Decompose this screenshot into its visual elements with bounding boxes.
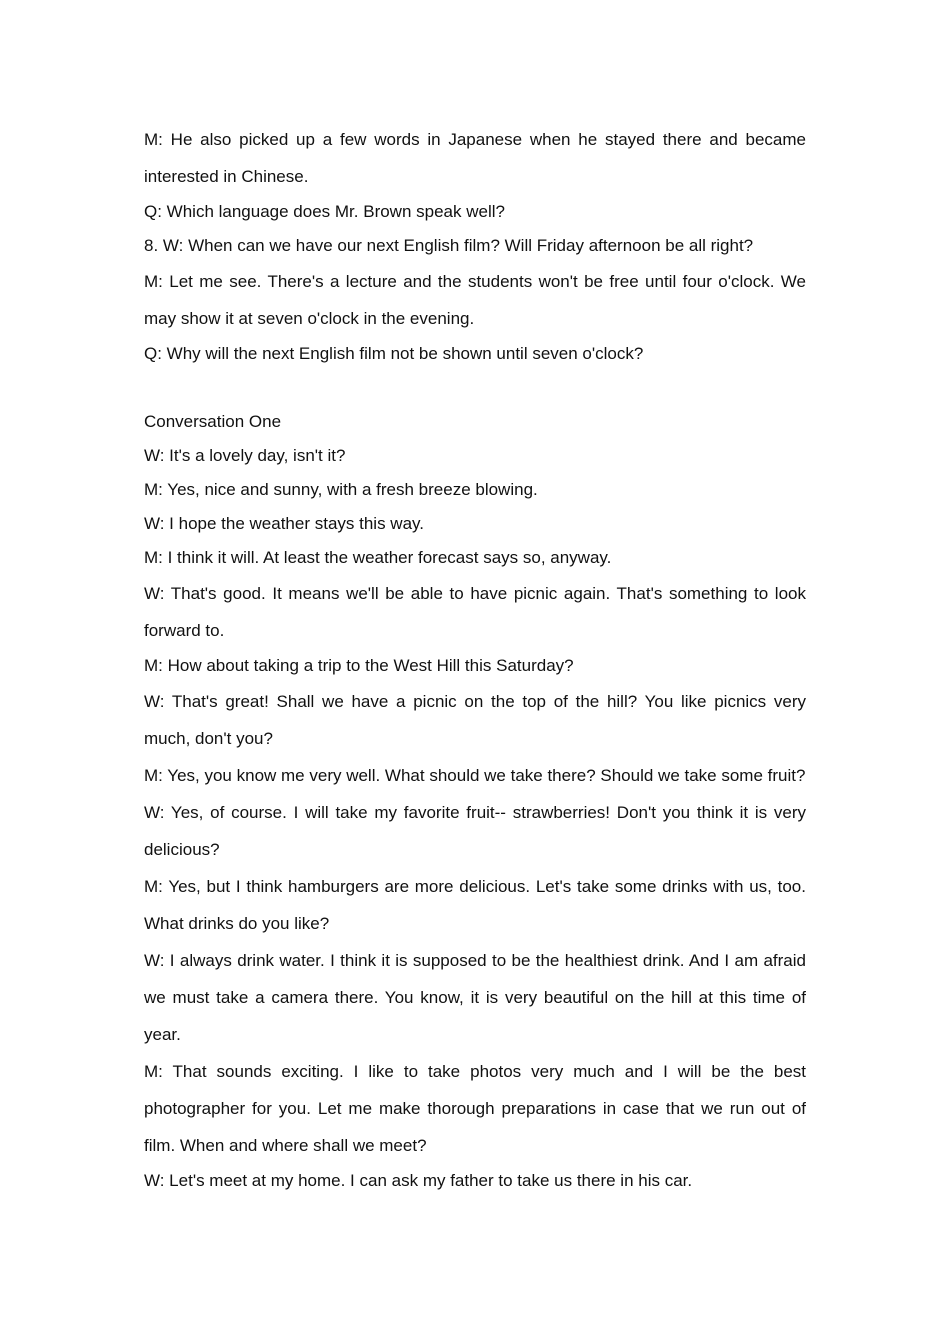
- paragraph: Q: Which language does Mr. Brown speak well?: [144, 202, 505, 221]
- paragraph: W: Let's meet at my home. I can ask my father to take us there in his car.: [144, 1171, 693, 1190]
- paragraph: M: Yes, you know me very well. What should we take there? Should we take some fruit?: [144, 766, 806, 785]
- paragraph: M: Yes, nice and sunny, with a fresh breeze blowing.: [144, 480, 538, 499]
- section-heading: Conversation One: [144, 412, 282, 431]
- paragraph: M: Let me see. There's a lecture and the students won't be free until four o'clock. We may show it at seven o'clock in the evening.: [144, 272, 806, 328]
- paragraph: Q: Why will the next English film not be shown until seven o'clock?: [144, 344, 644, 363]
- paragraph: M: That sounds exciting. I like to take photos very much and I will be the best photographer for you. Let me make thorough preparations in case that we run out of film. When and where shall we meet?: [144, 1062, 806, 1155]
- paragraph: W: That's good. It means we'll be able to have picnic again. That's something to look forward to.: [144, 584, 806, 640]
- blank-line: [144, 371, 806, 405]
- paragraph: W: Yes, of course. I will take my favorite fruit-- strawberries! Don't you think it is very delicious?: [144, 803, 806, 859]
- paragraph: 8. W: When can we have our next English film? Will Friday afternoon be all right?: [144, 236, 754, 255]
- paragraph: W: It's a lovely day, isn't it?: [144, 446, 346, 465]
- paragraph: W: That's great! Shall we have a picnic on the top of the hill? You like picnics very much, don't you?: [144, 692, 806, 748]
- paragraph: W: I always drink water. I think it is supposed to be the healthiest drink. And I am afraid we must take a camera there. You know, it is very beautiful on the hill at this time of year.: [144, 951, 806, 1044]
- paragraph: M: He also picked up a few words in Japanese when he stayed there and became interested in Chinese.: [144, 130, 806, 186]
- document-page: [144, 121, 806, 1198]
- paragraph: W: I hope the weather stays this way.: [144, 514, 425, 533]
- paragraph: M: I think it will. At least the weather forecast says so, anyway.: [144, 548, 612, 567]
- paragraph: M: Yes, but I think hamburgers are more delicious. Let's take some drinks with us, too. What drinks do you like?: [144, 877, 806, 933]
- paragraph: M: How about taking a trip to the West Hill this Saturday?: [144, 656, 574, 675]
